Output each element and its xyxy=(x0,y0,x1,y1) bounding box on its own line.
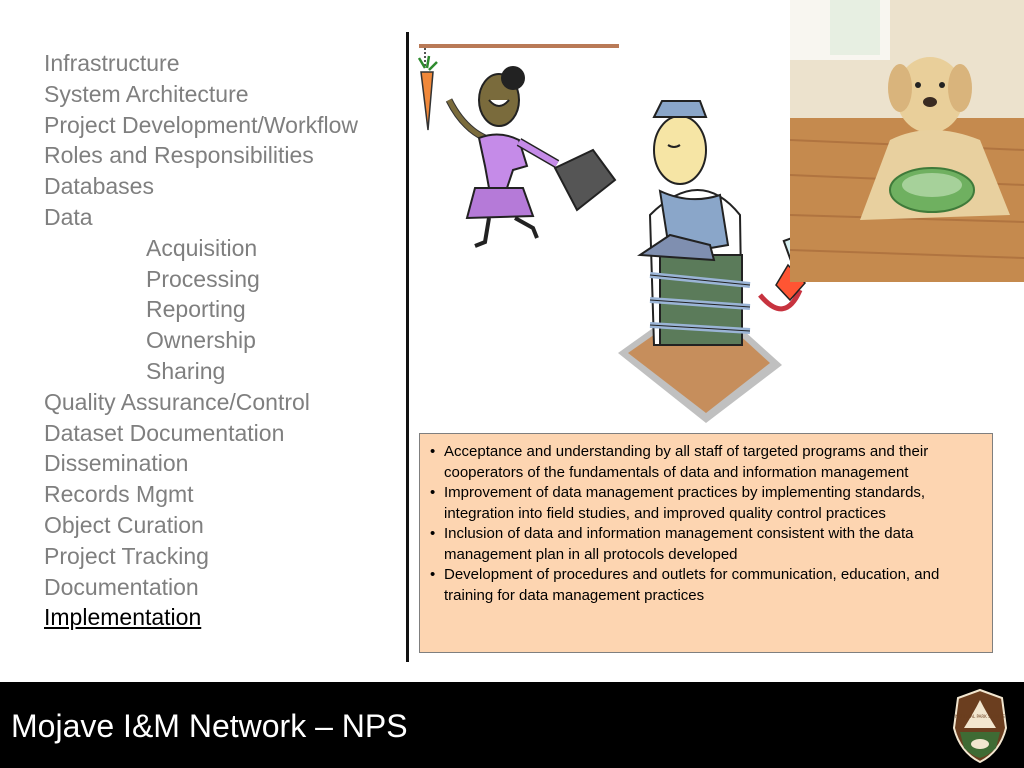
dog-photo xyxy=(790,0,1024,282)
outline-item-system-architecture[interactable]: System Architecture xyxy=(44,80,249,107)
vertical-divider xyxy=(406,32,409,662)
outline-item-dissemination[interactable]: Dissemination xyxy=(44,450,189,477)
outline-item-quality-assurance[interactable]: Quality Assurance/Control xyxy=(44,388,310,415)
outline-item-project-development[interactable]: Project Development/Workflow xyxy=(44,111,359,138)
woman-carrot-illustration xyxy=(415,38,625,253)
goal-item xyxy=(428,442,982,483)
outline-item-dataset-documentation[interactable]: Dataset Documentation xyxy=(44,419,285,446)
outline-subitem-acquisition[interactable]: Acquisition xyxy=(146,234,258,261)
bullet: • xyxy=(430,566,436,583)
footer-bar xyxy=(0,682,1024,768)
bullet: • xyxy=(430,443,436,460)
goals-list xyxy=(428,442,982,606)
outline-item-project-tracking[interactable]: Project Tracking xyxy=(44,542,209,569)
outline-item-databases[interactable]: Databases xyxy=(44,173,154,200)
outline-subitem-reporting[interactable]: Reporting xyxy=(146,296,246,323)
topic-outline xyxy=(44,48,358,633)
outline-subitem-sharing[interactable]: Sharing xyxy=(146,357,226,384)
outline-item-roles[interactable]: Roles and Responsibilities xyxy=(44,142,314,169)
outline-item-infrastructure[interactable]: Infrastructure xyxy=(44,50,180,76)
goal-item xyxy=(428,483,982,524)
footer-title: Mojave I&M Network – NPS xyxy=(11,708,408,744)
goal-text: Inclusion of data and information management consistent with the data management plan in all protocols developed xyxy=(444,525,914,563)
outline-subitem-processing[interactable]: Processing xyxy=(146,265,260,292)
goal-text: Development of procedures and outlets for communication, education, and training for data management practices xyxy=(444,566,940,604)
outline-item-data[interactable]: Data xyxy=(44,203,93,230)
outline-item-implementation[interactable]: Implementation xyxy=(44,604,202,631)
outline-subitem-ownership[interactable]: Ownership xyxy=(146,327,256,354)
nps-arrowhead-logo-icon xyxy=(950,688,1010,764)
bullet: • xyxy=(430,525,436,542)
logo-text: NATIONAL PARK SERVICE xyxy=(955,714,1005,719)
outline-item-records-mgmt[interactable]: Records Mgmt xyxy=(44,481,194,508)
bullet: • xyxy=(430,484,436,501)
goal-item xyxy=(428,565,982,606)
goal-item xyxy=(428,524,982,565)
goal-text: Acceptance and understanding by all staff of targeted programs and their cooperators of the fundamentals of data and information management xyxy=(444,443,929,481)
goal-text: Improvement of data management practices by implementing standards, integration into field studies, and improved quality control practices xyxy=(444,484,926,522)
goals-box xyxy=(419,433,993,653)
outline-item-documentation[interactable]: Documentation xyxy=(44,573,199,600)
outline-item-object-curation[interactable]: Object Curation xyxy=(44,511,204,538)
